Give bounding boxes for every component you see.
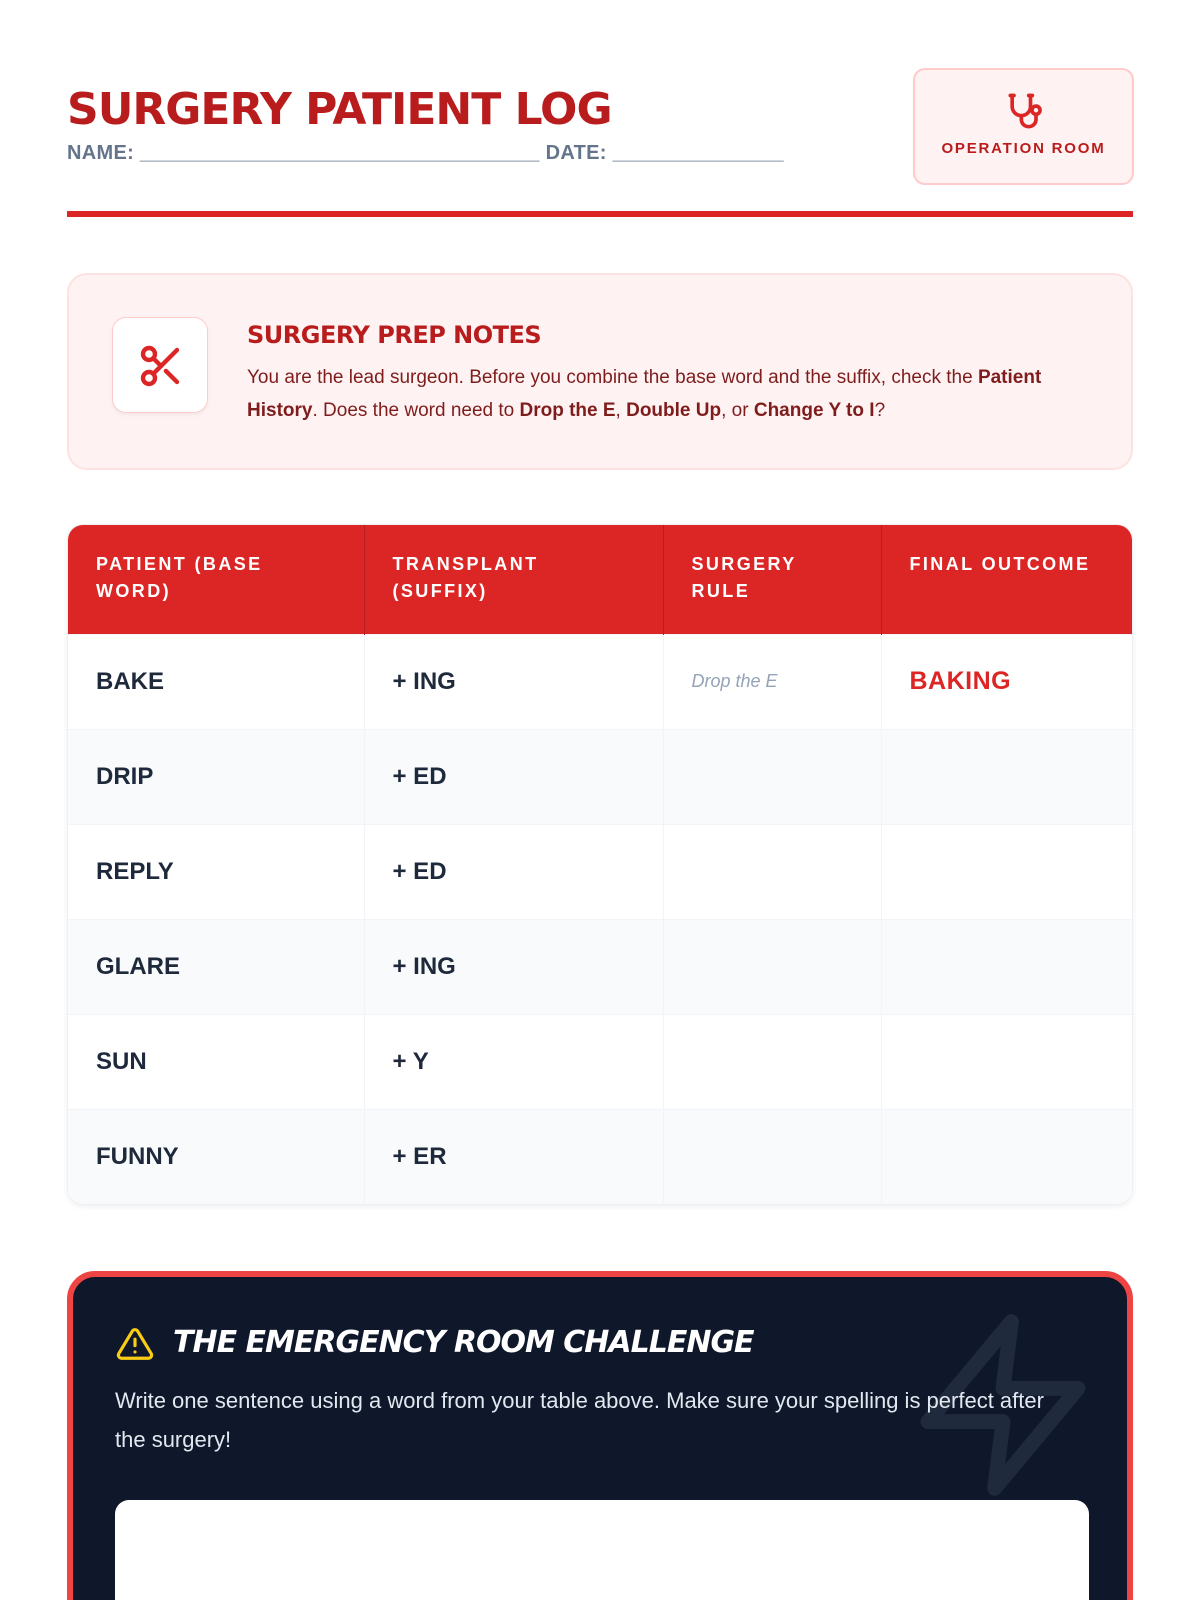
- notes-bold-patient-history: Patient History: [247, 367, 1042, 421]
- rule-cell[interactable]: [663, 729, 881, 824]
- rule-cell[interactable]: [663, 824, 881, 919]
- outcome-cell[interactable]: [881, 729, 1133, 824]
- header-divider: [67, 211, 1133, 217]
- suffix-cell: + ER: [364, 1109, 663, 1204]
- outcome-cell[interactable]: [881, 1109, 1133, 1204]
- warning-icon: [115, 1325, 155, 1363]
- operation-room-badge: [913, 68, 1134, 185]
- outcome-cell[interactable]: [881, 1014, 1133, 1109]
- scissors-icon-box: [112, 317, 208, 413]
- table-row: [68, 919, 1133, 1014]
- suffix-cell: + Y: [364, 1014, 663, 1109]
- rule-cell[interactable]: [663, 1109, 881, 1204]
- challenge-title: THE EMERGENCY ROOM CHALLENGE: [173, 1325, 754, 1360]
- suffix-cell: + ING: [364, 919, 663, 1014]
- column-header-rule: SURGERY RULE: [663, 525, 881, 634]
- base-word-cell: GLARE: [68, 919, 364, 1014]
- name-blank: ___________________________________: [139, 142, 540, 164]
- base-word-cell: DRIP: [68, 729, 364, 824]
- rule-cell[interactable]: Drop the E: [663, 634, 881, 729]
- outcome-cell[interactable]: [881, 824, 1133, 919]
- prep-notes-card: [67, 273, 1133, 470]
- notes-bold-drop-e: Drop the E: [519, 400, 616, 421]
- table-header-row: [68, 525, 1133, 634]
- suffix-cell: + ING: [364, 634, 663, 729]
- name-label: NAME:: [67, 142, 135, 164]
- suffix-cell: + ED: [364, 824, 663, 919]
- column-header-suffix: TRANSPLANT (SUFFIX): [364, 525, 663, 634]
- date-label: DATE:: [545, 142, 607, 164]
- notes-text: . Does the word need to: [312, 400, 520, 421]
- table-row: [68, 634, 1133, 729]
- sentence-answer-box[interactable]: [115, 1500, 1089, 1600]
- rule-cell[interactable]: [663, 919, 881, 1014]
- notes-body: [247, 361, 1097, 427]
- outcome-cell[interactable]: [881, 919, 1133, 1014]
- notes-text: You are the lead surgeon. Before you combine the base word and the suffix, check the: [247, 367, 978, 388]
- outcome-cell[interactable]: BAKING: [881, 634, 1133, 729]
- challenge-instructions: Write one sentence using a word from your table above. Make sure your spelling is perfect after the surgery!: [115, 1388, 1044, 1452]
- badge-label: OPERATION ROOM: [941, 140, 1106, 157]
- rule-cell[interactable]: [663, 1014, 881, 1109]
- notes-bold-change-y: Change Y to I: [753, 400, 875, 421]
- notes-text: , or: [721, 400, 754, 421]
- notes-title: SURGERY PREP NOTES: [247, 321, 542, 349]
- suffix-cell: + ED: [364, 729, 663, 824]
- notes-text: ,: [615, 400, 627, 421]
- base-word-cell: BAKE: [68, 634, 364, 729]
- table-row: [68, 824, 1133, 919]
- table-row: [68, 1109, 1133, 1204]
- notes-text: ?: [874, 400, 886, 421]
- name-date-line: [67, 142, 784, 165]
- base-word-cell: SUN: [68, 1014, 364, 1109]
- column-header-outcome: FINAL OUTCOME: [881, 525, 1133, 634]
- worksheet-header: [67, 66, 1133, 220]
- surgery-table: [67, 524, 1133, 1205]
- page-title: SURGERY PATIENT LOG: [67, 84, 612, 135]
- column-header-base-word: PATIENT (BASE WORD): [68, 525, 364, 634]
- table-row: [68, 1014, 1133, 1109]
- base-word-cell: REPLY: [68, 824, 364, 919]
- stethoscope-icon: [1003, 90, 1047, 134]
- table-row: [68, 729, 1133, 824]
- date-blank: _______________: [612, 142, 784, 164]
- notes-bold-double-up: Double Up: [626, 400, 722, 421]
- scissors-icon: [137, 342, 185, 390]
- base-word-cell: FUNNY: [68, 1109, 364, 1204]
- emergency-challenge-card: [67, 1271, 1133, 1600]
